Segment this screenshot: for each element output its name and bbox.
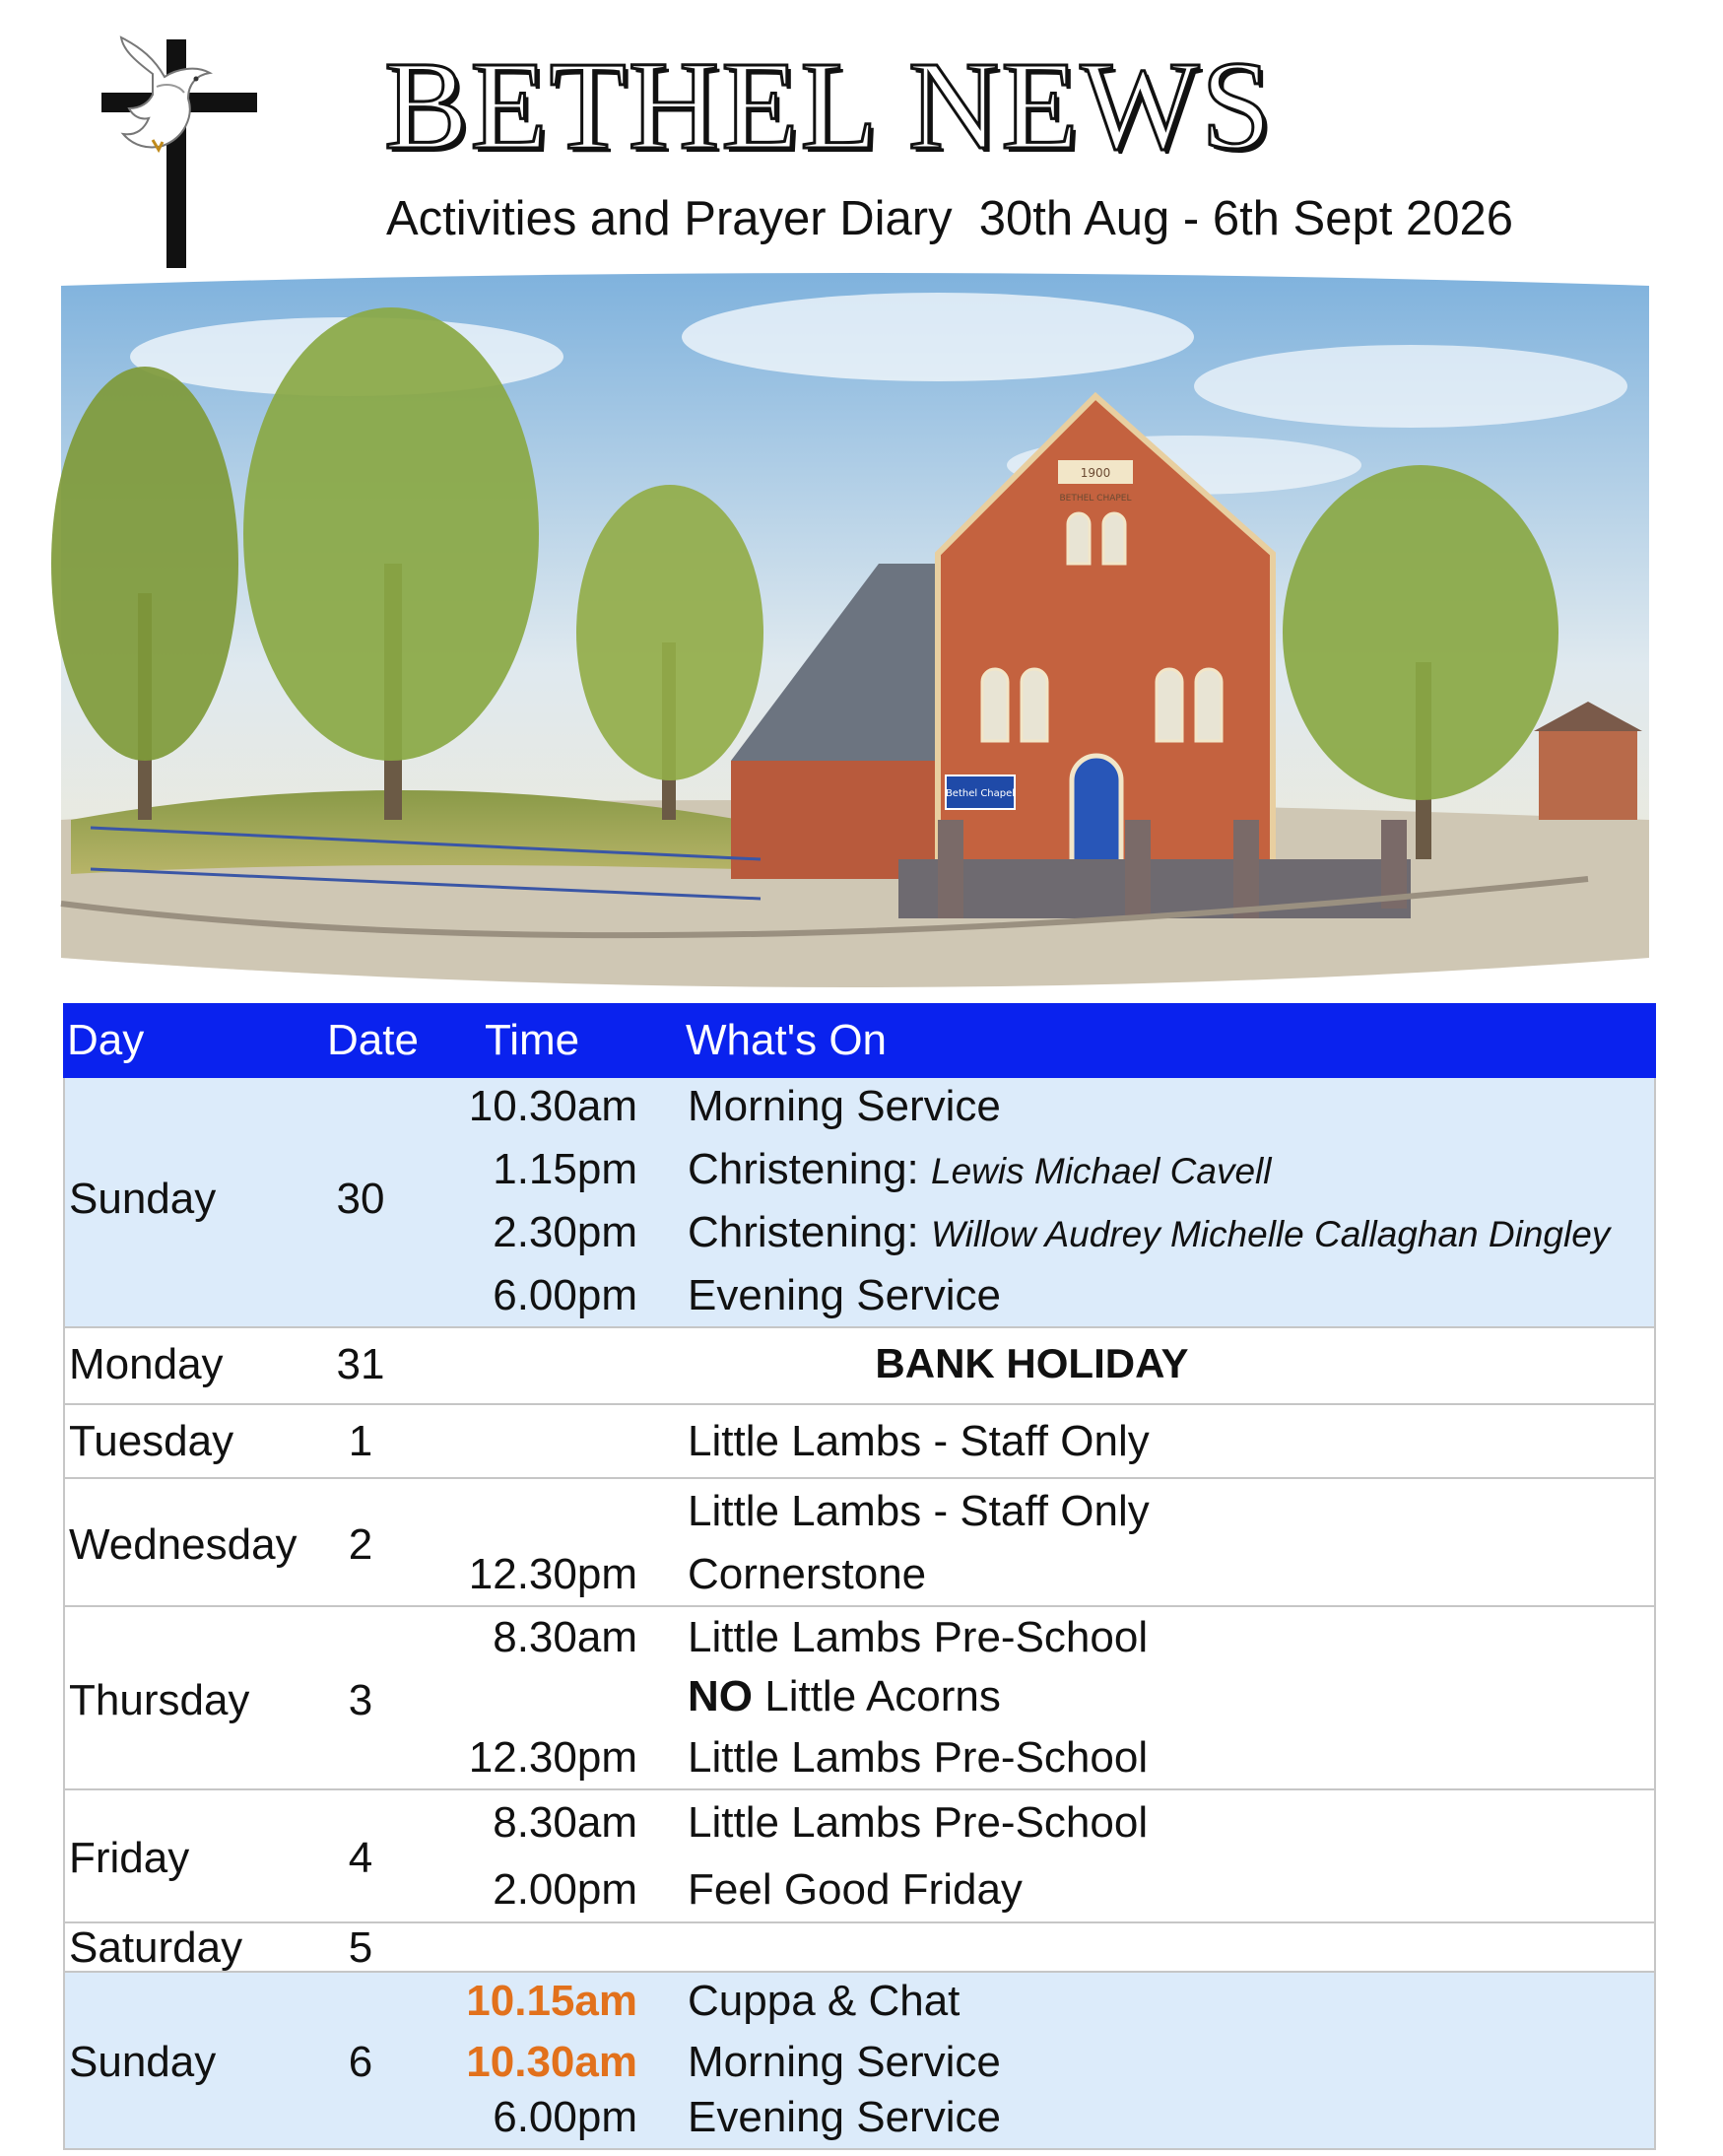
diary-table [63,1003,1656,2150]
diary-subtitle: Activities and Prayer Diary 30th Aug - 6th Sept 2026 [386,192,1513,245]
header-date: Date [327,1016,419,1064]
day-cell: Wednesday [69,1520,298,1569]
date-cell: 30 [336,1175,385,1223]
time-cell: 6.00pm [493,1271,637,1319]
date-cell: 2 [348,1520,373,1569]
header-day: Day [67,1016,145,1064]
masthead-title: BETHEL NEWS [384,35,1274,175]
svg-text:BETHEL CHAPEL: BETHEL CHAPEL [1059,494,1132,504]
time-cell: 2.00pm [493,1865,637,1914]
time-cell: 12.30pm [468,1733,637,1782]
event-cell: Christening: Lewis Michael Cavell [688,1145,1272,1193]
table-row [63,1923,1656,1973]
christening-name: Lewis Michael Cavell [931,1151,1272,1191]
event-cell: Little Lambs Pre-School [688,1798,1149,1847]
day-cell: Saturday [69,1923,243,1972]
date-cell: 6 [348,2038,373,2086]
time-cell: 10.15am [466,1977,637,2025]
table-row [63,1973,1656,2150]
date-cell: 31 [336,1340,385,1388]
event-cell: NO Little Acorns [688,1672,1001,1720]
day-cell: Sunday [69,1175,217,1223]
date-cell: 5 [348,1923,373,1972]
day-cell: Tuesday [69,1417,234,1465]
event-cell: Little Lambs - Staff Only [688,1417,1150,1465]
svg-text:Bethel Chapel: Bethel Chapel [945,788,1016,799]
event-cell: Feel Good Friday [688,1865,1023,1914]
day-cell: Thursday [69,1676,250,1724]
event-cell: Evening Service [688,2093,1001,2141]
date-cell: 3 [348,1676,373,1724]
time-cell: 12.30pm [468,1550,637,1598]
time-cell: 10.30am [466,2038,637,2086]
table-row [63,1607,1656,1790]
event-cell: Cuppa & Chat [688,1977,961,2025]
svg-text:1900: 1900 [1080,466,1111,480]
time-cell: 6.00pm [493,2093,637,2141]
time-cell: 8.30am [493,1798,637,1847]
event-cell: Evening Service [688,1271,1001,1319]
day-cell: Monday [69,1340,224,1388]
date-cell: 1 [348,1417,373,1465]
day-cell: Sunday [69,2038,217,2086]
event-cell: Little Lambs Pre-School [688,1733,1149,1782]
chapel-illustration [51,268,1659,995]
bank-holiday-note: BANK HOLIDAY [875,1340,1189,1386]
cross-with-dove-icon [94,30,281,271]
event-cell: Morning Service [688,2038,1001,2086]
header-whats-on: What's On [686,1016,888,1064]
time-cell: 2.30pm [493,1208,637,1256]
event-cell: Cornerstone [688,1550,927,1598]
table-row [63,1078,1656,1328]
header-time: Time [485,1016,580,1064]
table-row [63,1479,1656,1607]
date-cell: 4 [348,1834,373,1882]
table-row [63,1790,1656,1923]
time-cell: 10.30am [468,1082,637,1130]
event-cell: Little Lambs - Staff Only [688,1487,1150,1535]
event-cell: Little Lambs Pre-School [688,1613,1149,1661]
table-header [63,1003,1656,1078]
time-cell: 1.15pm [493,1145,637,1193]
christening-name: Willow Audrey Michelle Callaghan Dingley [931,1214,1611,1254]
time-cell: 8.30am [493,1613,637,1661]
event-cell: Morning Service [688,1082,1001,1130]
day-cell: Friday [69,1834,190,1882]
table-row [63,1405,1656,1479]
table-row [63,1328,1656,1405]
event-cell: Christening: Willow Audrey Michelle Callaghan Dingley [688,1208,1611,1256]
